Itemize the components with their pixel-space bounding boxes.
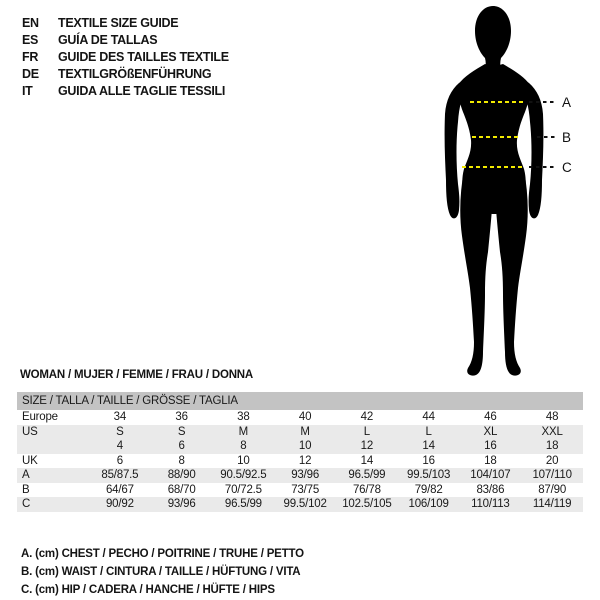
size-cell: S (177, 425, 186, 438)
size-cell: 42 (360, 411, 374, 423)
size-cell: XXL (541, 425, 563, 438)
gender-heading: WOMAN / MUJER / FEMME / FRAU / DONNA (20, 369, 254, 381)
size-table (17, 392, 583, 512)
size-cell: 8 (178, 454, 185, 467)
row-label: Europe (22, 411, 58, 423)
legend-line: A. (cm) CHEST / PECHO / POITRINE / TRUHE / PETTO (21, 548, 304, 560)
size-cell: 6 (178, 440, 185, 452)
language-list (22, 15, 229, 100)
size-cell: 106/109 (408, 498, 449, 510)
table-row (17, 439, 583, 454)
size-cell: 40 (298, 411, 312, 423)
measure-label-b: B (562, 130, 572, 145)
size-cell: 88/90 (167, 469, 196, 481)
size-cell: L (363, 425, 370, 438)
size-cell: 99.5/103 (407, 469, 451, 481)
size-table-body (17, 410, 583, 512)
language-item (22, 66, 229, 83)
size-cell: 14 (360, 454, 374, 467)
size-cell: 10 (298, 440, 312, 452)
language-label: TEXTILE SIZE GUIDE (58, 16, 179, 30)
row-label: US (22, 425, 38, 438)
language-code: ES (22, 33, 39, 47)
size-cell: 34 (113, 411, 127, 423)
size-cell: 114/119 (532, 498, 572, 510)
language-label: TEXTILGRÖßENFÜHRUNG (58, 67, 212, 81)
size-cell: 85/87.5 (101, 469, 139, 481)
language-label: GUIDA ALLE TAGLIE TESSILI (58, 84, 226, 98)
size-cell: 16 (484, 440, 497, 452)
language-code: DE (22, 67, 39, 81)
size-cell: 6 (116, 454, 123, 467)
silhouette-left-leg (460, 170, 493, 376)
silhouette-head (475, 6, 511, 72)
table-row (17, 410, 583, 425)
size-cell: M (238, 425, 249, 438)
size-cell: 99.5/102 (283, 498, 327, 510)
size-cell: 12 (298, 454, 312, 467)
size-table-header: SIZE / TALLA / TAILLE / GRÖSSE / TAGLIA (17, 392, 583, 410)
measure-label-c: C (562, 160, 572, 175)
size-cell: 104/107 (470, 469, 511, 481)
language-item (22, 32, 229, 49)
size-cell: 48 (545, 411, 559, 423)
size-cell: 14 (422, 440, 435, 452)
size-cell: 102.5/105 (342, 498, 392, 510)
language-label: GUÍA DE TALLAS (58, 33, 158, 47)
size-cell: 12 (360, 440, 374, 452)
table-row (17, 468, 583, 483)
language-code: FR (22, 50, 39, 64)
size-cell: 90/92 (105, 498, 134, 510)
size-cell: 93/96 (291, 469, 320, 481)
size-cell: 10 (237, 454, 250, 467)
language-code: IT (22, 84, 33, 98)
size-cell: 4 (116, 440, 123, 452)
size-cell: 93/96 (167, 498, 196, 510)
size-cell: 68/70 (167, 483, 196, 496)
language-label: GUIDE DES TAILLES TEXTILE (58, 50, 229, 64)
size-cell: 18 (545, 440, 559, 452)
size-cell: 70/72.5 (224, 483, 262, 496)
row-label: B (22, 483, 30, 496)
table-row (17, 425, 583, 440)
language-item (22, 83, 229, 100)
size-cell: S (116, 425, 124, 438)
size-cell: 18 (484, 454, 497, 467)
size-cell: 16 (422, 454, 435, 467)
language-item (22, 15, 229, 32)
woman-silhouette (425, 0, 600, 380)
size-cell: 79/82 (414, 483, 443, 496)
size-cell: 36 (175, 411, 188, 423)
figure (425, 0, 600, 380)
row-label: A (22, 469, 30, 481)
size-cell: 90.5/92.5 (220, 469, 267, 481)
row-label: UK (22, 454, 38, 467)
legend-line: C. (cm) HIP / CADERA / HANCHE / HÜFTE / HIPS (21, 584, 275, 596)
silhouette-right-leg (495, 170, 528, 376)
size-cell: L (425, 425, 432, 438)
row-label (17, 439, 89, 454)
size-cell: 64/67 (105, 483, 134, 496)
size-cell: 83/86 (476, 483, 505, 496)
size-cell: 96.5/99 (224, 498, 262, 510)
size-cell: 20 (545, 454, 559, 467)
legend-line: B. (cm) WAIST / CINTURA / TAILLE / HÜFTUNG / VITA (21, 566, 301, 578)
size-cell: M (300, 425, 310, 438)
size-cell: 46 (484, 411, 497, 423)
table-row (17, 497, 583, 512)
size-cell: 38 (237, 411, 250, 423)
size-cell: 87/90 (538, 483, 567, 496)
table-row (17, 454, 583, 469)
size-cell: 96.5/99 (348, 469, 386, 481)
size-cell: 110/113 (471, 498, 510, 510)
size-cell: XL (483, 425, 498, 438)
language-item (22, 49, 229, 66)
row-label: C (22, 498, 31, 510)
size-cell: 8 (240, 440, 247, 452)
language-code: EN (22, 16, 39, 30)
measure-label-a: A (562, 95, 572, 110)
size-cell: 76/78 (352, 483, 381, 496)
measurement-legend (21, 545, 304, 599)
size-cell: 73/75 (291, 483, 320, 496)
size-cell: 44 (422, 411, 435, 423)
size-cell: 107/110 (532, 469, 572, 481)
table-row (17, 483, 583, 498)
